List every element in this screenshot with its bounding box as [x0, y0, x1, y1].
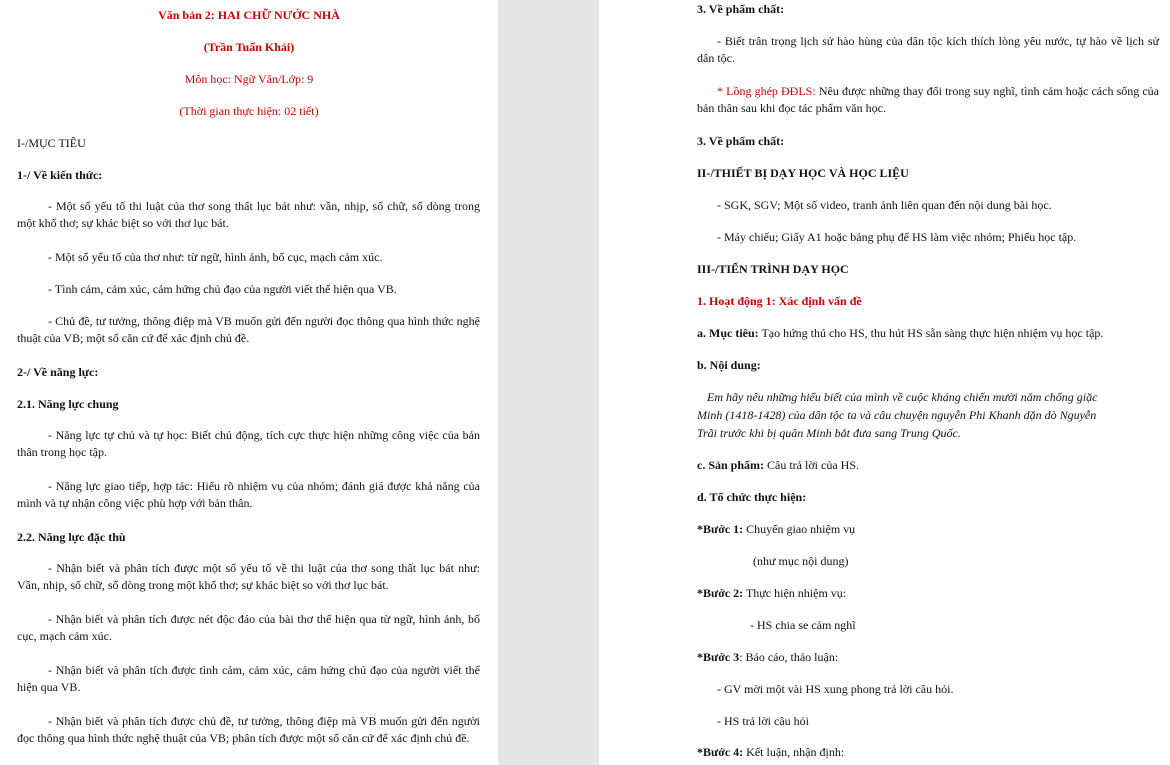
organize-heading: d. Tổ chức thực hiện:: [697, 490, 807, 504]
step-text: Chuyển giao nhiệm vụ: [746, 522, 856, 536]
section-heading-goals: I-/MỤC TIÊU: [17, 136, 86, 150]
knowledge-item: - Tình cảm, cảm xúc, cảm hứng chủ đạo của người viết thể hiện qua VB.: [48, 282, 397, 296]
general-ability-heading: 2.1. Năng lực chung: [17, 397, 119, 411]
step-line: [697, 650, 838, 664]
goal-line: [697, 326, 1103, 340]
document-page-left: [0, 0, 498, 765]
step-note: (như mục nội dung): [753, 554, 849, 568]
step-text: Thực hiện nhiệm vụ:: [745, 586, 847, 600]
step-label: *Bước 4:: [697, 745, 744, 759]
quality-item: - Biết trân trọng lịch sử hào hùng của dân tộc kích thích lòng yêu nước, tự hào về lịch sử dân tộc.: [697, 34, 1159, 65]
specific-ability-item: - Nhận biết và phân tích được chủ đề, tư tưởng, thông điệp mà VB muốn gửi đến người đọc thông qua hình thức nghệ thuật của VB; phân tích được một số căn cứ để xác định chủ đề.: [17, 714, 480, 745]
content-line: Em hãy nêu những hiểu biết của mình về cuộc kháng chiến mười năm chống giặc: [707, 390, 1098, 404]
integration-paragraph: [697, 83, 1159, 117]
step-line: [697, 745, 844, 759]
equipment-item: - SGK, SGV; Một số video, tranh ảnh liên quan đến nội dung bài học.: [717, 198, 1052, 212]
section-heading-process: III-/TIẾN TRÌNH DẠY HỌC: [697, 262, 849, 276]
document-subject: Môn học: Ngữ Văn/Lớp: 9: [184, 72, 314, 86]
knowledge-item: - Một số yếu tố của thơ như: từ ngữ, hình ảnh, bố cục, mạch cảm xúc.: [48, 250, 383, 264]
knowledge-item: - Chủ đề, tư tưởng, thông điệp mà VB muốn gửi đến người đọc thông qua hình thức nghệ thuật của VB; một số căn cứ để xác định chủ đề.: [17, 314, 480, 345]
general-ability-item: - Năng lực tự chủ và tự học: Biết chủ động, tích cực thực hiện những công việc của bản thân trong học tập.: [17, 428, 480, 459]
step-line: [697, 522, 855, 536]
step-text: Kết luận, nhận định:: [746, 745, 845, 759]
specific-ability-item: - Nhận biết và phân tích được tình cảm, cảm xúc, cảm hứng chủ đạo của người viết thể hiện qua VB.: [17, 663, 480, 694]
step-label: *Bước 2:: [697, 586, 744, 600]
document-title: Văn bản 2: HAI CHỮ NƯỚC NHÀ: [158, 8, 340, 22]
content-line: Minh (1418-1428) của dân tộc ta và câu chuyện nguyễn Phi Khanh dặn dò Nguyễn: [697, 408, 1097, 422]
section-heading-equipment: II-/THIẾT BỊ DẠY HỌC VÀ HỌC LIỆU: [697, 166, 909, 180]
step-label: *Bước 1:: [697, 522, 744, 536]
step-item: - GV mời một vài HS xung phong trả lời câu hỏi.: [717, 682, 954, 696]
document-duration: (Thời gian thực hiện: 02 tiết): [179, 104, 319, 118]
knowledge-heading: 1-/ Về kiến thức:: [17, 168, 103, 182]
product-text: Câu trả lời của HS.: [767, 458, 860, 472]
knowledge-item: - Một số yếu tố thi luật của thơ song thất lục bát như: vần, nhịp, số chữ, số dòng trong một khổ thơ; sự khác biệt so với thơ lục bát.: [17, 199, 480, 230]
equipment-item: - Máy chiếu; Giấy A1 hoặc bảng phụ để HS làm việc nhóm; Phiếu học tập.: [717, 230, 1077, 244]
step-item: - HS trả lời câu hỏi: [717, 714, 809, 728]
general-ability-item: - Năng lực giao tiếp, hợp tác: Hiểu rõ nhiệm vụ của nhóm; đánh giá được khả năng của mình và tự nhận công việc phù hợp với bản thân.: [17, 479, 480, 510]
step-label: *Bước 3: [697, 650, 740, 664]
specific-ability-item: - Nhận biết và phân tích được nét độc đáo của bài thơ thể hiện qua từ ngữ, hình ảnh, bố cục, mạch cảm xúc.: [17, 612, 480, 643]
document-page-right: [599, 0, 1170, 765]
product-label: c. Sản phẩm:: [697, 458, 765, 472]
quality-heading: 3. Về phẩm chất:: [697, 2, 785, 16]
step-text: : Báo cáo, thảo luận:: [739, 650, 839, 664]
goal-text: Tạo hứng thú cho HS, thu hút HS sẵn sàng thực hiện nhiệm vụ học tập.: [761, 326, 1104, 340]
specific-ability-item: - Nhận biết và phân tích được một số yếu tố về thi luật của thơ song thất lục bát như: Vần, nhịp, số chữ, số dòng trong một khổ thơ; sự khác biệt so với thơ lục bát.: [17, 561, 480, 592]
quality-heading: 3. Về phẩm chất:: [697, 134, 785, 148]
ability-heading: 2-/ Về năng lực:: [17, 365, 99, 379]
activity-heading: 1. Hoạt động 1: Xác định vấn đề: [697, 294, 862, 308]
integration-text: Nêu được những thay đổi trong suy nghĩ, tình cảm hoặc cách sống của bản thân sau khi đọc tác phẩm văn học.: [697, 84, 1160, 115]
goal-label: a. Mục tiêu:: [697, 326, 759, 340]
step-note: - HS chia se cảm nghĩ: [750, 618, 856, 632]
product-line: [697, 458, 859, 472]
document-author: (Trần Tuấn Khải): [203, 40, 295, 54]
content-label: b. Nội dung:: [697, 358, 761, 372]
integration-label: * Lồng ghép ĐĐLS:: [717, 84, 816, 98]
step-line: [697, 586, 846, 600]
specific-ability-heading: 2.2. Năng lực đặc thù: [17, 530, 126, 544]
content-line: Trãi trước khi bị quân Minh bắt đưa sang Trung Quốc.: [697, 426, 961, 440]
